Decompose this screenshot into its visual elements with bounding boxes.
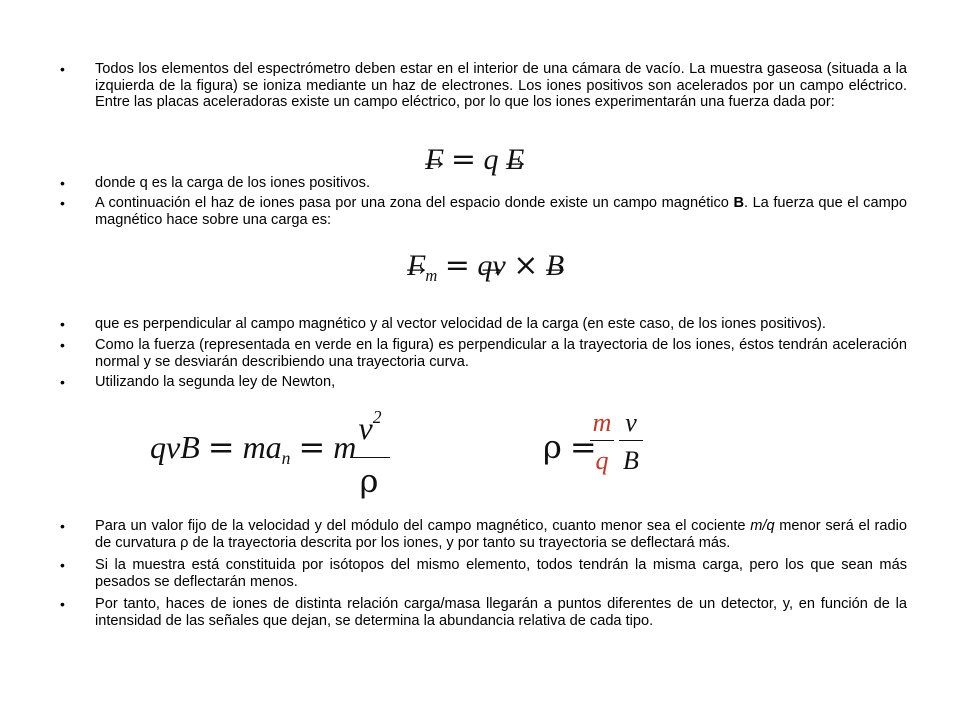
field-symbol: → E [506, 143, 524, 177]
force-symbol: → F [407, 249, 425, 283]
equals-sign: = [444, 248, 470, 283]
paragraph-text: Para un valor fijo de la velocidad y del módulo del campo magnético, cuanto menor sea el cociente [95, 518, 751, 534]
paragraph-6 [95, 374, 907, 391]
subscript: n [281, 448, 291, 469]
paragraph-3 [95, 195, 907, 228]
fraction-numerator [352, 407, 388, 447]
bullet-dot: • [60, 195, 65, 211]
equals-sign: = [298, 428, 326, 466]
bullet-dot: • [60, 596, 65, 612]
paragraph-text: Utilizando la segunda ley de Newton, [95, 374, 336, 390]
paragraph-text: Como la fuerza (representada en verde en la figura) es perpendicular a la trayectoria de los iones, éstos tendrán aceleración normal y se desviarán describiendo una trayectoria curva. [95, 337, 907, 370]
equals-sign: = [569, 428, 597, 466]
equals-sign: = [207, 428, 235, 466]
bullet-dot: • [60, 337, 65, 353]
paragraph-text: A continuación el haz de iones pasa por una zona del espacio donde existe un campo magnético [95, 195, 734, 211]
paragraph-text: Por tanto, haces de iones de distinta relación carga/masa llegarán a puntos diferentes de un detector, y, en función de la intensidad de las señales que dejan, se determina la abundancia relativa de cada tipo. [95, 596, 907, 629]
bullet-dot: • [60, 316, 65, 332]
force-symbol: → F [425, 143, 443, 177]
paragraph-7 [95, 518, 907, 551]
italic-text: m/q [750, 518, 775, 534]
paragraph-4 [95, 316, 907, 333]
rho-symbol: ρ [359, 462, 379, 500]
mass-acceleration-term: ma [242, 429, 282, 465]
bullet-dot: • [60, 557, 65, 573]
paragraph-text: Todos los elementos del espectrómetro deben estar en el interior de una cámara de vacío. La muestra gaseosa (situada a la izquierda de la figura) se ioniza mediante un haz de electrones. Los iones positivos son acelerados por un campo eléctrico. Entre las placas aceleradoras existe un campo eléctrico, por lo que los iones experimentarán una fuerza dada por: [95, 61, 907, 111]
fraction-bar [619, 440, 643, 441]
paragraph-9 [95, 596, 907, 629]
paragraph-text: Si la muestra está constituida por isótopos del mismo elemento, todos tendrán la misma carga, pero los que sean más pesados se deflectarán menos. [95, 557, 907, 590]
equation-magnetic-force [407, 248, 564, 283]
bullet-dot: • [60, 175, 65, 191]
fraction-bar [350, 457, 390, 458]
fraction-bar [590, 440, 614, 441]
paragraph-8 [95, 557, 907, 590]
equals-sign: = [450, 142, 476, 177]
paragraph-text: . La fuerza que el campo magnético hace sobre una carga es: [95, 195, 907, 228]
bold-text: B [733, 195, 744, 211]
paragraph-text: menor será el radio de curvatura ρ de la trayectoria descrita por los iones, y por tanto su trayectoria se deflectará más. [95, 518, 907, 551]
charge-symbol: q [595, 446, 609, 475]
paragraph-text: donde q es la carga de los iones positivos. [95, 175, 371, 191]
cross-product-sign: × [513, 248, 539, 283]
bullet-dot: • [60, 518, 65, 534]
bullet-dot: • [60, 374, 65, 390]
equation-radius [543, 428, 597, 466]
bullet-dot: • [60, 61, 65, 77]
mass-symbol: m [333, 429, 357, 465]
mass-symbol: m [592, 408, 612, 437]
rho-symbol: ρ [543, 428, 562, 466]
magnetic-field-symbol: B [623, 446, 639, 475]
charge-symbol: q [483, 143, 499, 176]
paragraph-text: que es perpendicular al campo magnético y al vector velocidad de la carga (en este caso, de los iones positivos). [95, 316, 826, 332]
magnetic-field-symbol: → B [546, 249, 564, 283]
superscript: 2 [372, 407, 382, 428]
velocity-symbol: v [625, 408, 637, 437]
velocity-symbol: v [358, 410, 373, 446]
fraction-denominator [354, 462, 384, 500]
lhs-term: qvB [150, 429, 200, 465]
equation-newton [150, 428, 357, 469]
paragraph-1 [95, 61, 907, 111]
paragraph-5 [95, 337, 907, 370]
charge-velocity-symbol: → qv [477, 249, 505, 283]
subscript: m [425, 265, 438, 285]
equation-electric-force [425, 142, 524, 177]
paragraph-2 [95, 175, 907, 192]
